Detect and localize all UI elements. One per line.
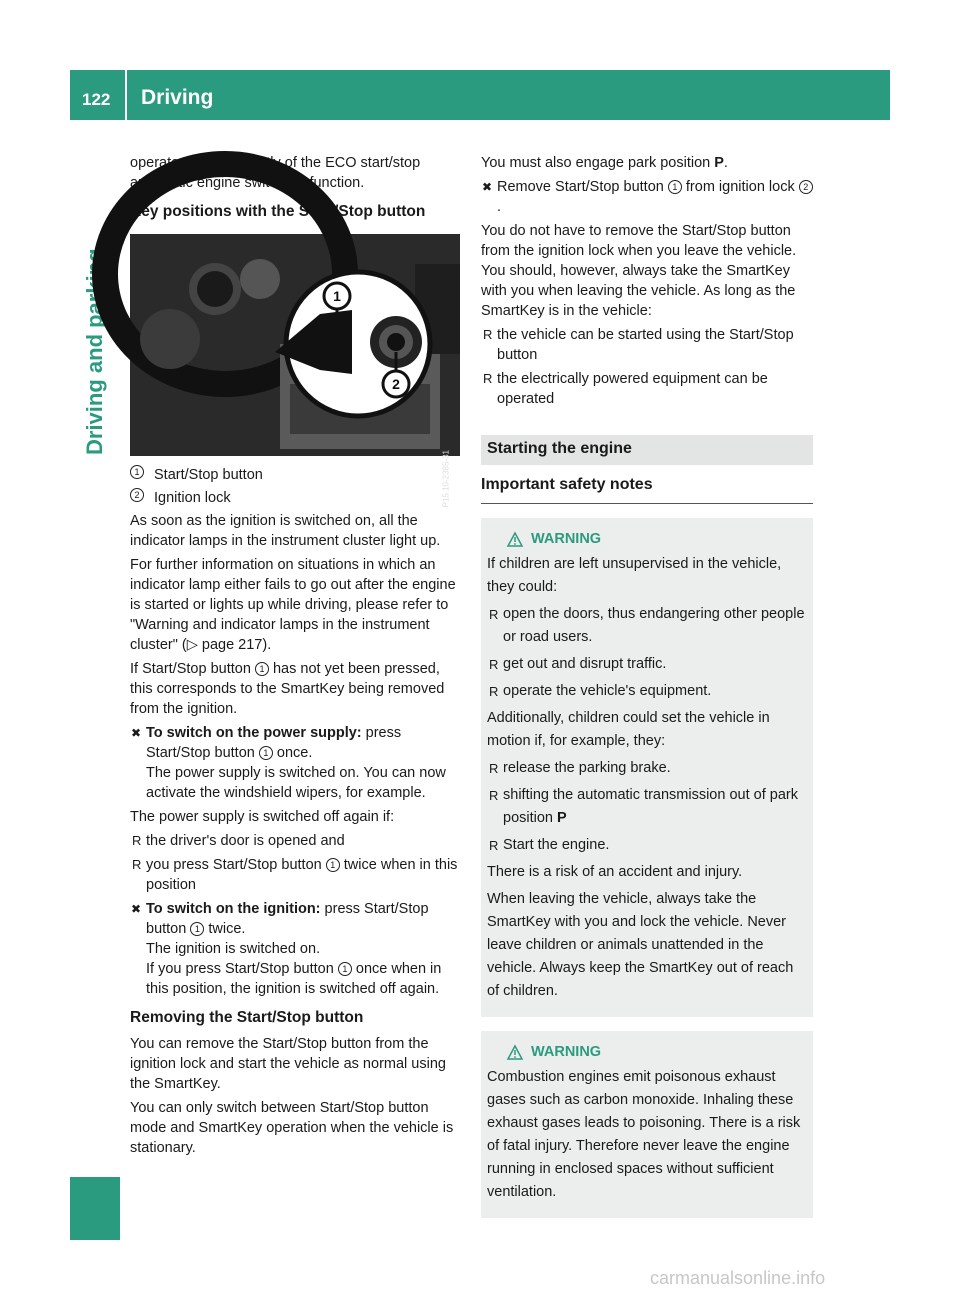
warning-header [487, 1041, 805, 1064]
step-arrow-icon: ✖ [131, 726, 142, 740]
bullet-icon: R [489, 788, 499, 803]
list-item: R release the parking brake. [487, 757, 805, 780]
instruction-step: ✖ To switch on the power supply: press Start/Stop button 1 once. The power supply is switched on. You can now activate the windshield wipers, for example. [130, 723, 460, 803]
legend-item [130, 465, 460, 485]
paragraph: As soon as the ignition is switched on, all the indicator lamps in the instrument cluster light up. [130, 513, 441, 549]
bullet-icon: R [483, 371, 493, 386]
image-code: P15.10-2385-31 [441, 450, 450, 508]
paragraph: When leaving the vehicle, always take the SmartKey with you and lock the vehicle. Never leave children or animals unattended in the vehicle. Always keep the SmartKey out of reach of children. [487, 891, 794, 999]
callout-1-icon: 1 [190, 922, 204, 936]
left-column [130, 153, 460, 1162]
legend-label: Ignition lock [154, 490, 231, 506]
page-number: 122 [82, 90, 111, 109]
paragraph: You must also engage park position P. [481, 155, 728, 171]
step-label: To switch on the ignition: [146, 901, 321, 917]
list-item: R the electrically powered equipment can be operated [483, 371, 768, 407]
warning-header [487, 528, 805, 551]
paragraph: You can remove the Start/Stop button from the ignition lock and start the vehicle as normal using the SmartKey. [130, 1036, 446, 1092]
callout-1-icon: 1 [130, 465, 144, 479]
paragraph: Additionally, children could set the vehicle in motion if, for example, they: [487, 710, 770, 749]
warning-title: WARNING [531, 1044, 602, 1060]
watermark: carmanualsonline.info [650, 1268, 826, 1288]
ignition-illustration [130, 234, 460, 456]
list-item: R open the doors, thus endangering other people or road users. [487, 603, 805, 649]
list-item: R Start the engine. [487, 834, 805, 857]
bullet-icon: R [132, 857, 142, 872]
paragraph: Combustion engines emit poisonous exhaust gases such as carbon monoxide. Inhaling these exhaust gases leads to poisoning. There is a risk of fatal injury. Therefore never leave the engine running in enclosed spaces without sufficient ventilation. [487, 1069, 801, 1200]
paragraph: If children are left unsupervised in the vehicle, they could: [487, 556, 782, 595]
instruction-step: ✖ To switch on the ignition: press Start/Stop button 1 twice. The ignition is switched on. If you press Start/Stop button 1 once when in this position, the ignition is switched off again. [130, 899, 460, 999]
warning-triangle-icon [507, 1045, 523, 1060]
warning-title: WARNING [531, 531, 602, 547]
bullet-icon: R [489, 607, 499, 622]
warning-box [481, 518, 813, 1017]
bullet-icon: R [489, 657, 499, 672]
paragraph: For further information on situations in which an indicator lamp either fails to go out after the engine is started or lights up while driving, please refer to "Warning and indicator lamps in the instrument cluster" (▷ page 217). [130, 557, 456, 653]
header-divider [125, 70, 127, 120]
paragraph: You do not have to remove the Start/Stop button from the ignition lock when you leave the vehicle. You should, however, always take the SmartKey with you when leaving the vehicle. As long as the SmartKey is in the vehicle: [481, 223, 797, 319]
bullet-icon: R [483, 327, 493, 342]
callout-1-icon: 1 [338, 962, 352, 976]
list-item: R the vehicle can be started using the Start/Stop button [483, 327, 794, 363]
section-title: Driving [141, 86, 214, 109]
instruction-step: ✖ Remove Start/Stop button 1 from ignition lock 2. [481, 177, 813, 217]
callout-1-icon: 1 [326, 858, 340, 872]
paragraph: The power supply is switched off again if: [130, 809, 395, 825]
callout-2-icon: 2 [799, 180, 813, 194]
paragraph: There is a risk of an accident and injury. [487, 864, 743, 880]
callout-1-icon: 1 [668, 180, 682, 194]
callout-2-icon: 2 [130, 488, 144, 502]
legend-label: Start/Stop button [154, 467, 263, 483]
callout-1-icon: 1 [259, 746, 273, 760]
warning-box [481, 1031, 813, 1218]
list-item: R you press Start/Stop button 1 twice when in this position [132, 857, 458, 893]
step-arrow-icon: ✖ [482, 180, 493, 194]
paragraph: You can only switch between Start/Stop button mode and SmartKey operation when the vehicle is stationary. [130, 1100, 454, 1156]
starting-engine-heading: Starting the engine [481, 435, 813, 465]
callout-1-icon: 1 [255, 662, 269, 676]
right-column [481, 153, 813, 1232]
bullet-icon: R [489, 838, 499, 853]
paragraph: If Start/Stop button 1 has not yet been pressed, this corresponds to the SmartKey being removed from the ignition. [130, 661, 445, 717]
svg-text:1: 1 [333, 288, 341, 304]
legend-item [130, 488, 460, 508]
bullet-icon: R [132, 833, 142, 848]
step-label: To switch on the power supply: [146, 725, 362, 741]
step-result: The ignition is switched on. [146, 941, 321, 957]
list-item: R shifting the automatic transmission out of park position P [487, 784, 805, 830]
bullet-icon: R [489, 684, 499, 699]
step-result: The power supply is switched on. You can now activate the windshield wipers, for example. [146, 765, 446, 801]
side-tab-marker [70, 1177, 120, 1240]
intro-text: operates independently of the ECO start/stop automatic engine switch-off function. [130, 155, 421, 191]
step-note: If you press Start/Stop button 1 once when in this position, the ignition is switched off again. [146, 961, 442, 997]
bullet-icon: R [489, 761, 499, 776]
warning-triangle-icon [507, 532, 523, 547]
list-item: R the driver's door is opened and [132, 833, 345, 849]
key-positions-heading: Key positions with the Start/Stop button [130, 203, 426, 220]
safety-notes-heading: Important safety notes [481, 475, 813, 504]
list-item: R get out and disrupt traffic. [487, 653, 805, 676]
side-tab-label: Driving and parking [82, 248, 107, 455]
list-item: R operate the vehicle's equipment. [487, 680, 805, 703]
svg-text:2: 2 [392, 376, 400, 392]
removing-heading: Removing the Start/Stop button [130, 1009, 364, 1026]
step-arrow-icon: ✖ [131, 902, 142, 916]
